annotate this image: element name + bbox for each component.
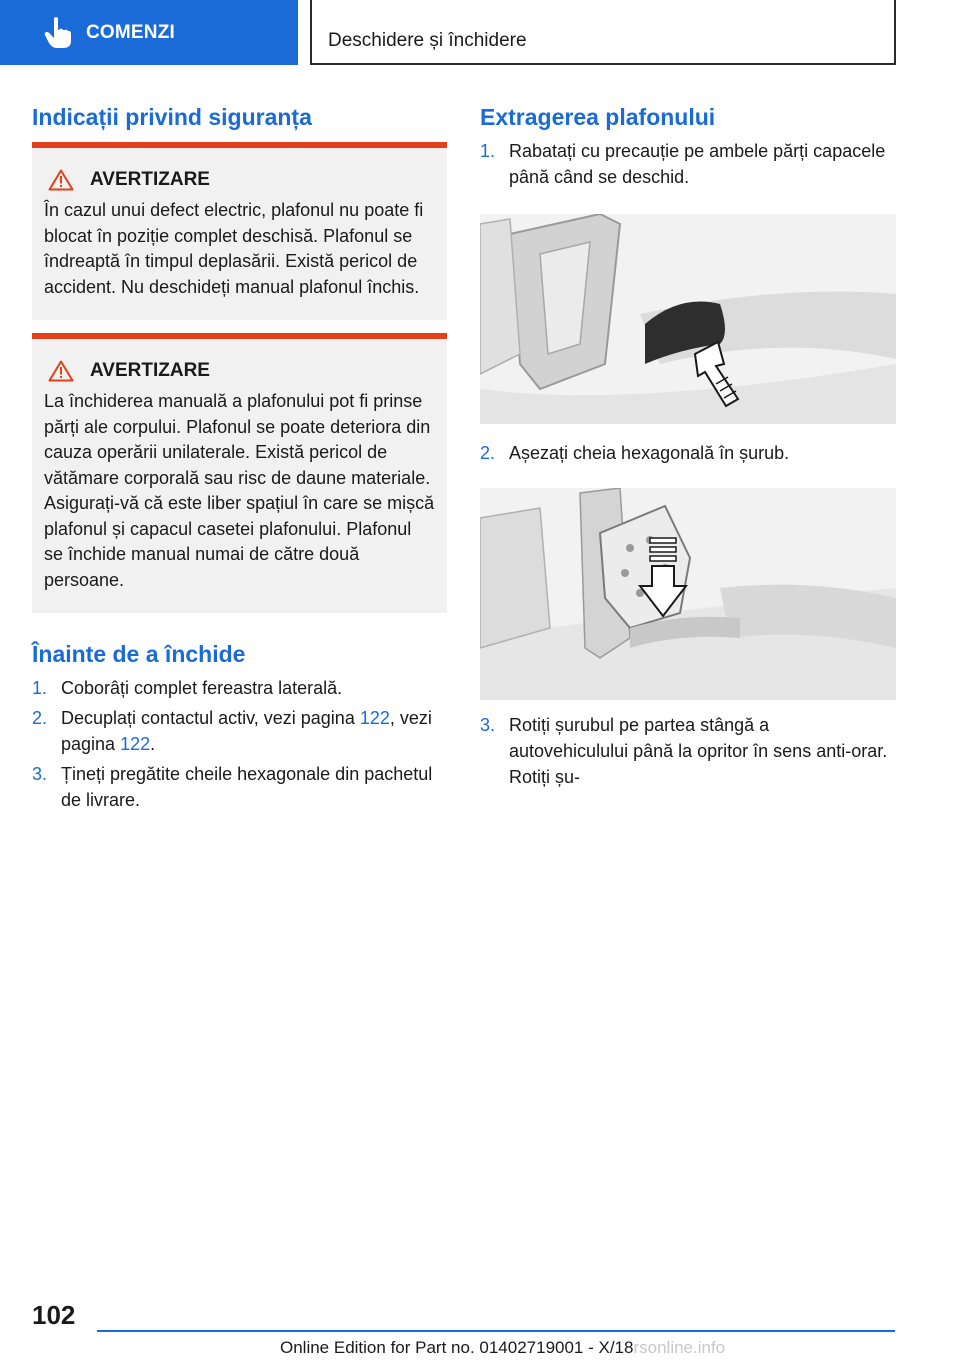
chapter-label: COMENZI [86, 21, 176, 43]
list-item: 3. Rotiți șurubul pe partea stângă a autovehiculului până la opritor în sens anti-orar. Rotiți șu- [480, 715, 888, 787]
figure-open-cover [480, 214, 896, 424]
footer-divider [97, 1330, 895, 1332]
safety-heading: Indicații privind siguranța [32, 104, 312, 130]
warning-text: În cazul unui defect electric, plafonul nu poate fi blocat în poziție complet deschisă. Plafonul se îndreaptă în timpul deplasării. Există pericol de accident. Nu deschideți manual plafonul închis. [44, 200, 424, 297]
list-item: 1. Coborâți complet fereastra laterală. [32, 678, 343, 698]
warning-box-1 [32, 142, 447, 320]
warning-title: AVERTIZARE [90, 360, 210, 381]
warning-text: La închiderea manuală a plafonului pot fi prinse părți ale corpului. Plafonul se poate deteriora din cauza operării unilaterale. Există pericol de vătămare corporală sau risc de daune materiale. Asigurați-vă că este liber spațiul în care se mișcă plafonul și capacul casetei plafonului. Plafonul se închide manual numai de către două persoane. [44, 391, 435, 590]
footer-watermark: rsonline.info [633, 1338, 726, 1357]
warning-triangle-icon [48, 168, 76, 192]
section-header [310, 0, 896, 65]
removal-heading: Extragerea plafonului [480, 104, 716, 130]
page-link[interactable]: 122 [120, 734, 151, 754]
left-column [32, 100, 447, 813]
right-column [480, 100, 892, 790]
page-number: 102 [32, 1300, 76, 1330]
figure-hex-key [480, 488, 896, 700]
warning-triangle-icon [48, 359, 76, 383]
list-item: 2. Decuplați contactul activ, vezi pagina 122, vezi pagina 122. [32, 708, 432, 754]
before-closing-heading: Înainte de a închide [32, 641, 246, 667]
chapter-tab[interactable] [0, 0, 298, 65]
list-item: 2. Așezați cheia hexagonală în șurub. [480, 443, 790, 463]
list-item: 3. Țineți pregătite cheile hexagonale din pachetul de livrare. [32, 764, 433, 810]
before-closing-steps [32, 675, 447, 813]
page-link[interactable]: 122 [359, 708, 390, 728]
warning-title: AVERTIZARE [90, 169, 210, 190]
hand-pointer-icon [38, 13, 78, 53]
warning-box-2 [32, 333, 447, 613]
section-title: Deschidere și închidere [328, 30, 527, 51]
footer-edition: Online Edition for Part no. 01402719001 - X/18rsonline.info [280, 1338, 726, 1357]
list-item: 1. Rabatați cu precauție pe ambele părți capacele până când se deschid. [480, 141, 886, 187]
